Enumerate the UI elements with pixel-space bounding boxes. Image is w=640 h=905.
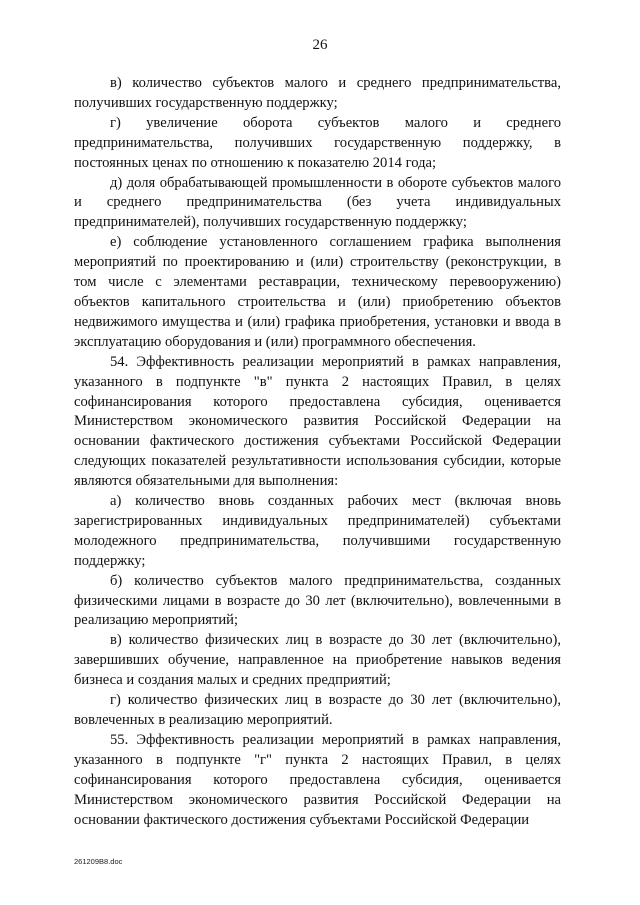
paragraph-v-small-medium-count: в) количество субъектов малого и среднего предпринимательства, получивших государственную поддержку;: [74, 75, 561, 111]
paragraph-55: 55. Эффективность реализации мероприятий в рамках направления, указанного в подпункте "г" пункта 2 настоящих Правил, в целях софинансирования которого предоставлена субсидия, оценивается Министерством экономического развития Российской Федерации на основании фактического достижения субъектами Российской Федерации: [74, 731, 561, 828]
page-number: 26: [312, 37, 328, 53]
paragraph-d-manufacturing-share: д) доля обрабатывающей промышленности в обороте субъектов малого и среднего предпринимательства (без учета индивидуальных предпринимателей), получивших государственную поддержку;: [74, 174, 561, 231]
paragraph-a-new-jobs: а) количество вновь созданных рабочих мест (включая вновь зарегистрированных индивидуальных предпринимателей) субъектами молодежного предпринимательства, получившими государственную поддержку;: [74, 493, 561, 569]
paragraph-54: 54. Эффективность реализации мероприятий в рамках направления, указанного в подпункте "в" пункта 2 настоящих Правил, в целях софинансирования которого предоставлена субсидия, оценивается Министерством экономического развития Российской Федерации на основании фактического достижения субъектами Российской Федерации следующих показателей результативности использования субсидии, которые являются обязательными для выполнения:: [74, 353, 561, 490]
document-filename: 261209В8.doc: [74, 857, 123, 866]
paragraph-g-turnover-increase: г) увеличение оборота субъектов малого и среднего предпринимательства, получивших государственную поддержку, в постоянных ценах по отношению к показателю 2014 года;: [74, 114, 561, 171]
paragraph-v-trained-persons: в) количество физических лиц в возрасте до 30 лет (включительно), завершивших обучение, направленное на приобретение навыков ведения бизнеса и создания малых и средних предприятий;: [74, 632, 561, 689]
document-body: [74, 74, 561, 830]
paragraph-e-schedule-compliance: е) соблюдение установленного соглашением графика выполнения мероприятий по проектированию и (или) строительству (реконструкции, в том числе с элементами реставрации, техническому перевооружению) объектов капитального строительства и (или) приобретению объектов недвижимого имущества и (или) графика приобретения, установки и ввода в эксплуатацию оборудования и (или) программного обеспечения.: [74, 234, 561, 350]
paragraph-g-involved-persons: г) количество физических лиц в возрасте до 30 лет (включительно), вовлеченных в реализацию мероприятий.: [74, 692, 561, 728]
paragraph-b-youth-enterprises: б) количество субъектов малого предпринимательства, созданных физическими лицами в возрасте до 30 лет (включительно), вовлеченными в реализацию мероприятий;: [74, 572, 561, 629]
